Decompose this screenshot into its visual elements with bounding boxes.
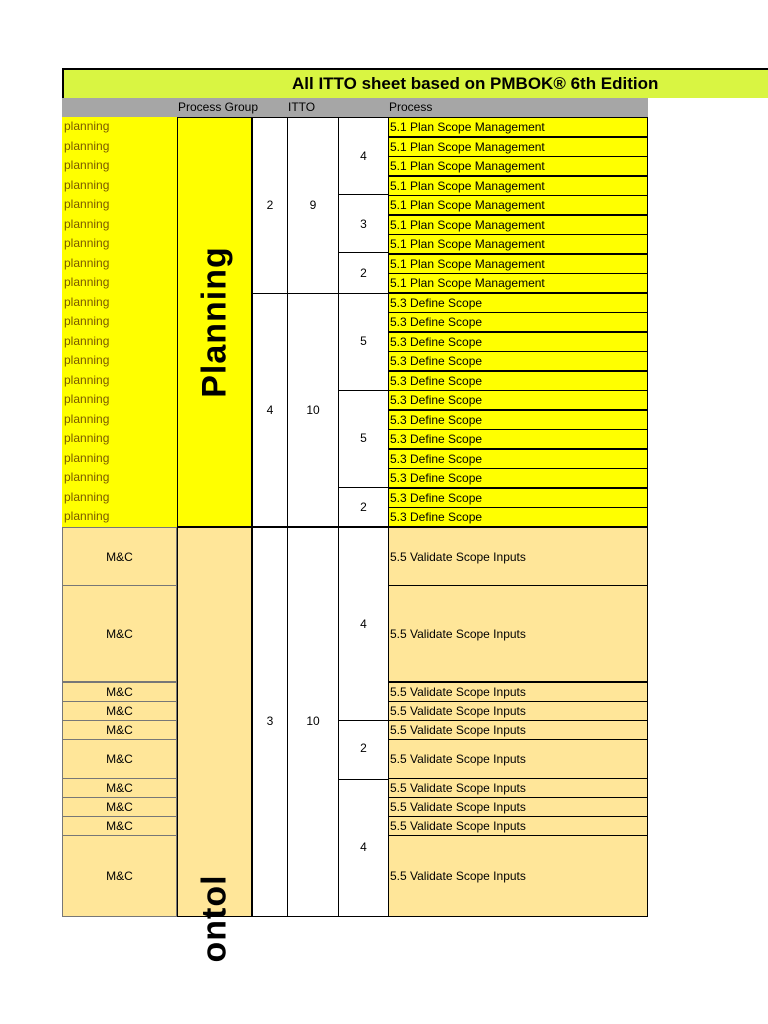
process-group-planning-label: Planning <box>195 246 233 398</box>
planning-row-label: planning <box>62 429 177 449</box>
itto-sub: 5 <box>338 293 389 391</box>
process-cell: 5.5 Validate Scope Inputs <box>388 527 648 586</box>
process-cell: 5.5 Validate Scope Inputs <box>388 797 648 817</box>
planning-row-label: planning <box>62 117 177 137</box>
sheet-title: All ITTO sheet based on PMBOK® 6th Edition <box>292 74 659 93</box>
process-cell: 5.3 Define Scope <box>388 429 648 449</box>
itto-sub: 5 <box>338 390 389 488</box>
planning-row-label: planning <box>62 507 177 527</box>
mc-row-label: M&C <box>62 739 177 779</box>
planning-row-label: planning <box>62 351 177 371</box>
mc-row-label: M&C <box>62 682 177 702</box>
mc-row-label: M&C <box>62 585 177 682</box>
process-cell: 5.1 Plan Scope Management <box>388 156 648 176</box>
process-cell: 5.5 Validate Scope Inputs <box>388 816 648 836</box>
mc-row-label: M&C <box>62 527 177 586</box>
process-cell: 5.1 Plan Scope Management <box>388 176 648 196</box>
planning-row-label: planning <box>62 215 177 235</box>
itto-sub: 3 <box>338 194 389 253</box>
itto-block-b: 10 <box>287 293 339 527</box>
itto-block-a: 3 <box>252 527 288 917</box>
process-cell: 5.3 Define Scope <box>388 449 648 469</box>
itto-block-a: 2 <box>252 117 288 294</box>
header-itto: ITTO <box>288 100 316 114</box>
process-cell: 5.5 Validate Scope Inputs <box>388 835 648 917</box>
planning-row-label: planning <box>62 468 177 488</box>
planning-row-label: planning <box>62 156 177 176</box>
process-cell: 5.5 Validate Scope Inputs <box>388 585 648 682</box>
planning-row-label: planning <box>62 371 177 391</box>
planning-row-label: planning <box>62 176 177 196</box>
process-cell: 5.3 Define Scope <box>388 371 648 391</box>
itto-sub: 4 <box>338 527 389 721</box>
process-group-control <box>177 527 252 963</box>
process-group-planning <box>177 117 252 527</box>
process-cell: 5.5 Validate Scope Inputs <box>388 739 648 779</box>
planning-row-label: planning <box>62 332 177 352</box>
planning-row-label: planning <box>62 137 177 157</box>
column-header-row <box>62 98 648 117</box>
mc-row-label: M&C <box>62 701 177 721</box>
itto-block-b: 9 <box>287 117 339 294</box>
mc-row-label: M&C <box>62 816 177 836</box>
process-cell: 5.1 Plan Scope Management <box>388 273 648 293</box>
itto-sub: 2 <box>338 720 389 780</box>
process-cell: 5.5 Validate Scope Inputs <box>388 720 648 740</box>
itto-sub: 4 <box>338 779 389 917</box>
process-cell: 5.3 Define Scope <box>388 390 648 410</box>
itto-sub: 2 <box>338 487 389 527</box>
process-cell: 5.5 Validate Scope Inputs <box>388 682 648 702</box>
mc-row-label: M&C <box>62 797 177 817</box>
planning-row-label: planning <box>62 234 177 254</box>
planning-row-label: planning <box>62 312 177 332</box>
mc-row-label: M&C <box>62 720 177 740</box>
mc-row-label: M&C <box>62 835 177 917</box>
planning-row-label: planning <box>62 390 177 410</box>
process-cell: 5.1 Plan Scope Management <box>388 215 648 235</box>
process-cell: 5.1 Plan Scope Management <box>388 234 648 254</box>
process-cell: 5.3 Define Scope <box>388 312 648 332</box>
process-cell: 5.1 Plan Scope Management <box>388 137 648 157</box>
planning-row-label: planning <box>62 293 177 313</box>
process-cell: 5.1 Plan Scope Management <box>388 117 648 137</box>
itto-block-a: 4 <box>252 293 288 527</box>
itto-sub: 4 <box>338 117 389 195</box>
header-process: Process <box>389 100 433 114</box>
planning-row-label: planning <box>62 273 177 293</box>
process-cell: 5.3 Define Scope <box>388 351 648 371</box>
planning-row-label: planning <box>62 449 177 469</box>
itto-sub: 2 <box>338 252 389 294</box>
planning-row-label: planning <box>62 410 177 430</box>
process-cell: 5.3 Define Scope <box>388 332 648 352</box>
process-cell: 5.3 Define Scope <box>388 410 648 430</box>
header-process-group: Process Group <box>178 100 259 114</box>
itto-block-b: 10 <box>287 527 339 917</box>
process-cell: 5.3 Define Scope <box>388 507 648 527</box>
process-cell: 5.1 Plan Scope Management <box>388 254 648 274</box>
process-cell: 5.3 Define Scope <box>388 293 648 313</box>
planning-row-label: planning <box>62 254 177 274</box>
planning-row-label: planning <box>62 488 177 508</box>
process-cell: 5.1 Plan Scope Management <box>388 195 648 215</box>
process-cell: 5.5 Validate Scope Inputs <box>388 778 648 798</box>
planning-row-label: planning <box>62 195 177 215</box>
process-cell: 5.5 Validate Scope Inputs <box>388 701 648 721</box>
mc-row-label: M&C <box>62 778 177 798</box>
process-group-control-label: ontol <box>195 874 233 963</box>
sheet-title-bar <box>62 68 768 98</box>
process-cell: 5.3 Define Scope <box>388 468 648 488</box>
process-cell: 5.3 Define Scope <box>388 488 648 508</box>
